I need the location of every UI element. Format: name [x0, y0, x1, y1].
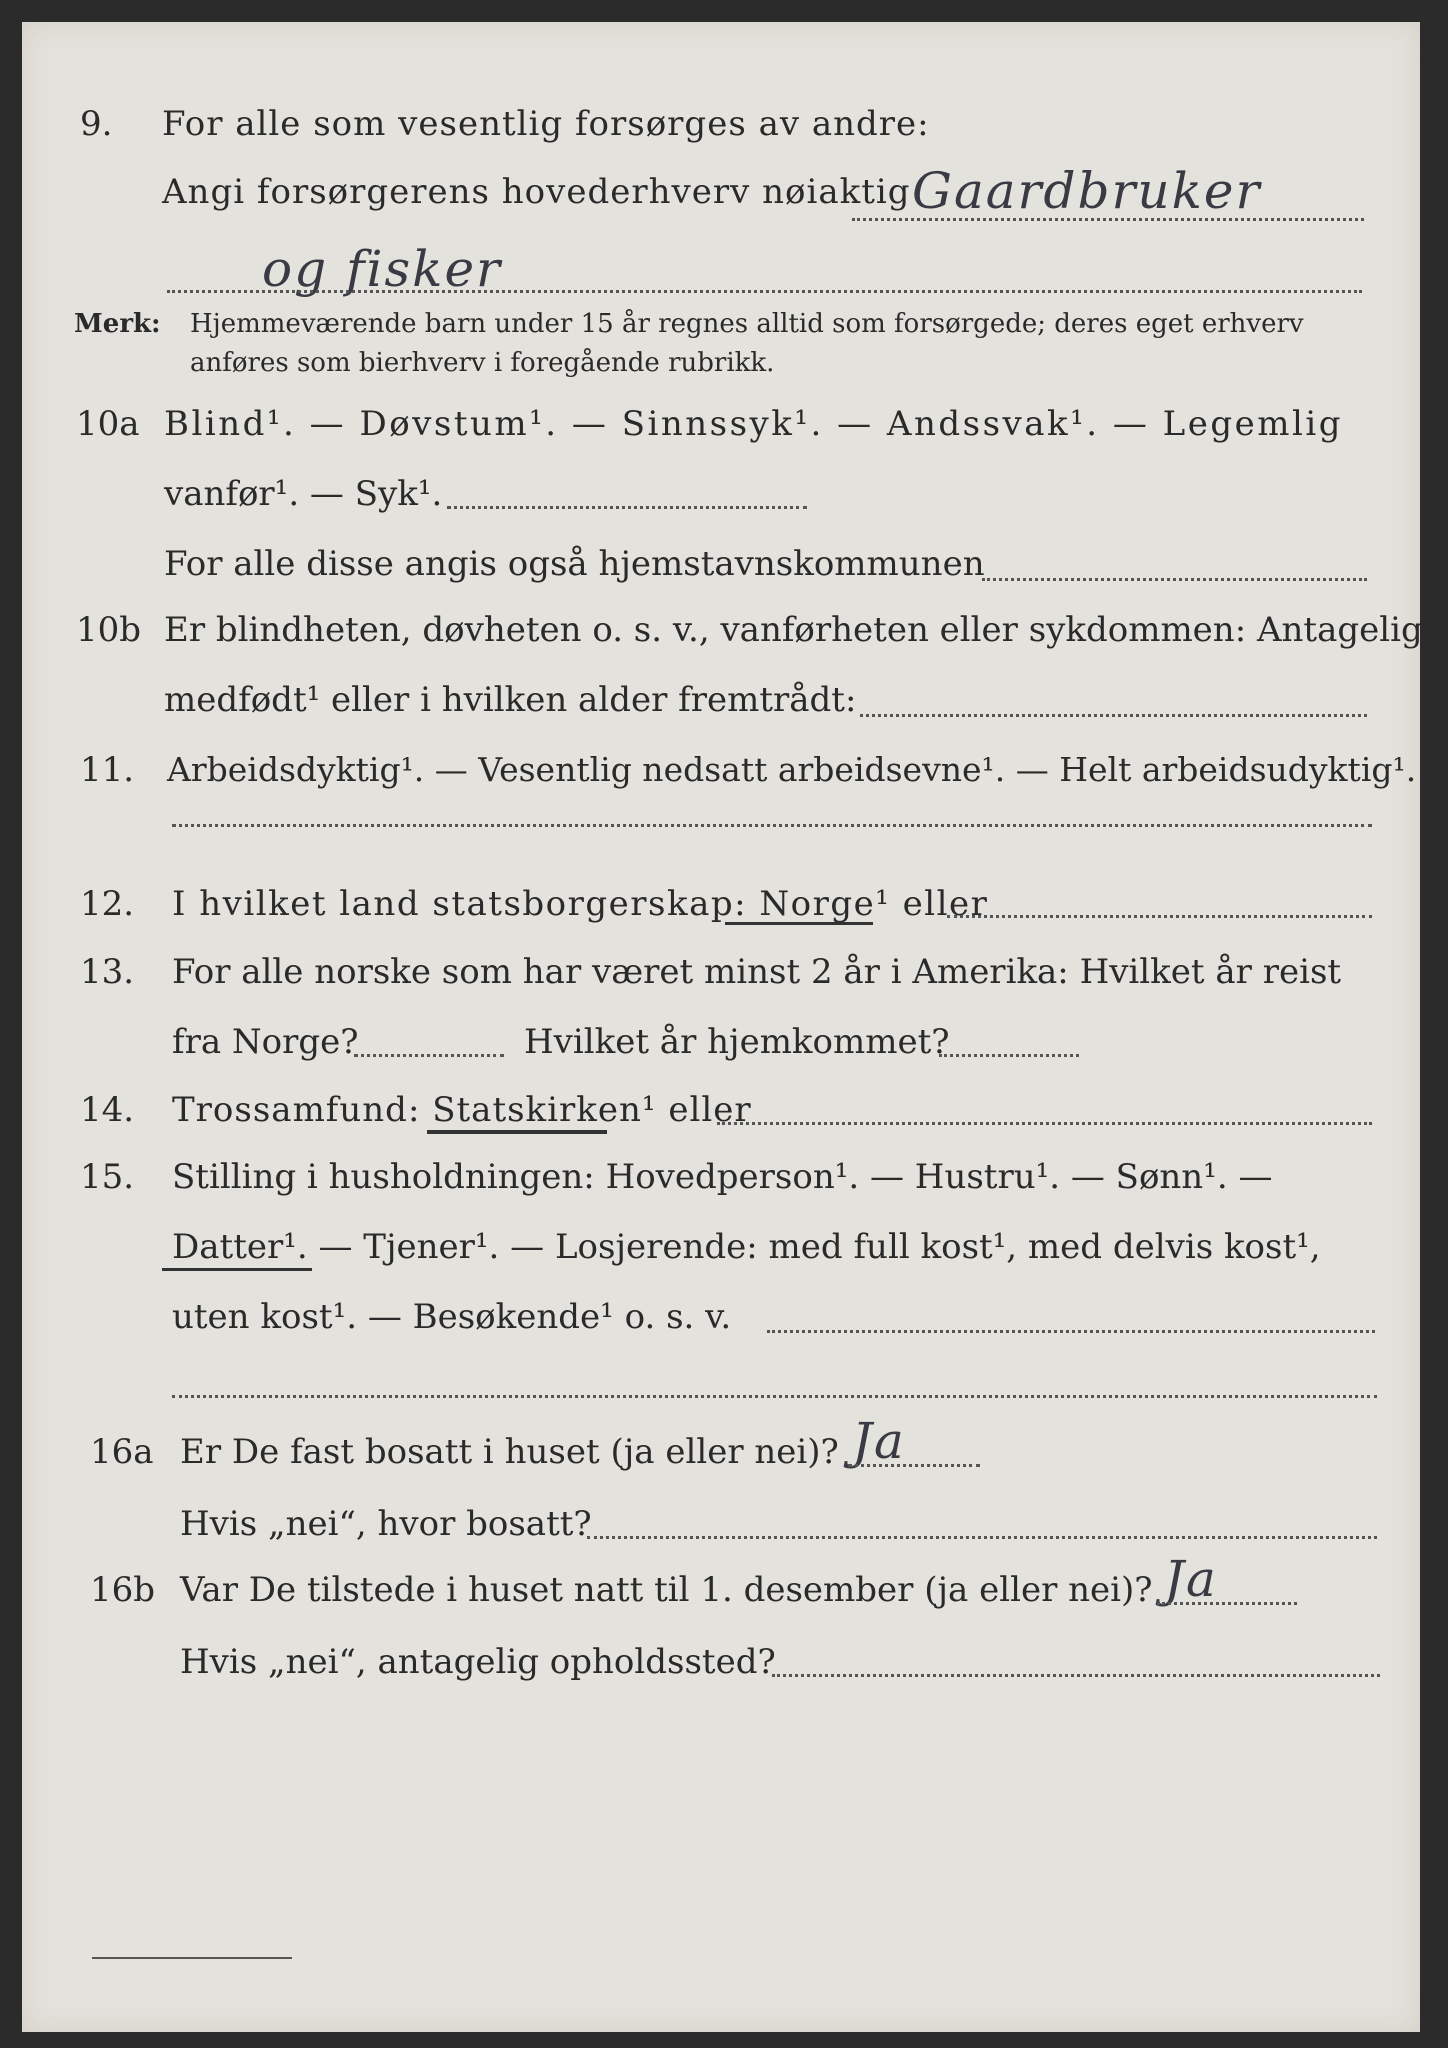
note-text: anføres som bierhverv i foregående rubrikk.: [190, 348, 775, 378]
answer-line: [947, 915, 1372, 918]
answer-line: [772, 1674, 1380, 1677]
question-text: medfødt¹ eller i hvilken alder fremtrådt:: [164, 680, 857, 720]
answer-line: [860, 714, 1367, 717]
answer-line: [852, 218, 1364, 221]
question-number: 11.: [80, 750, 135, 790]
note-label: Merk:: [74, 309, 161, 339]
question-number: 13.: [80, 952, 135, 992]
question-text: vanfør¹. — Syk¹.: [164, 474, 443, 514]
answer-line: [717, 1122, 1372, 1125]
answer-line: [172, 824, 1372, 827]
question-text: fra Norge?: [172, 1022, 359, 1062]
question-text: Er De fast bosatt i huset (ja eller nei)?: [180, 1432, 839, 1472]
answer-line: [587, 1536, 1377, 1539]
question-number: 16a: [90, 1432, 154, 1472]
question-number: 10a: [76, 404, 140, 444]
answer-line: [848, 1464, 980, 1467]
answer-underline: [725, 922, 873, 925]
question-text: Er blindheten, døvheten o. s. v., vanførheten eller sykdommen: Antagelig: [164, 610, 1423, 650]
handwritten-answer-occupation: Gaardbruker: [912, 162, 1262, 220]
answer-line: [939, 1054, 1079, 1057]
question-number: 16b: [90, 1570, 156, 1610]
question-number: 9.: [80, 104, 113, 144]
answer-line: [447, 506, 807, 509]
answer-underline: [427, 1130, 607, 1134]
question-text: Hvis „nei“, antagelig opholdssted?: [180, 1642, 776, 1682]
answer-line: [354, 1054, 504, 1057]
question-text: Hvis „nei“, hvor bosatt?: [180, 1504, 592, 1544]
question-text: For alle som vesentlig forsørges av andre:: [162, 104, 930, 144]
handwritten-answer-present: Ja: [1164, 1550, 1218, 1608]
answer-line: [982, 578, 1367, 581]
census-form-page: [22, 22, 1423, 2032]
answer-underline: [162, 1268, 312, 1271]
answer-line: [172, 1395, 1377, 1398]
question-text: For alle norske som har været minst 2 år i Amerika: Hvilket år reist: [172, 952, 1342, 992]
question-number: 12.: [80, 884, 135, 924]
question-number: 10b: [76, 610, 142, 650]
question-text: I hvilket land statsborgerskap: Norge¹ eller: [172, 884, 989, 924]
question-text: For alle disse angis også hjemstavnskommunen: [164, 544, 985, 584]
question-text: Hvilket år hjemkommet?: [524, 1022, 950, 1062]
question-text: Trossamfund: Statskirken¹ eller: [172, 1090, 752, 1130]
question-text: Angi forsørgerens hovederhverv nøiaktig: [162, 172, 911, 212]
question-text: Datter¹. — Tjener¹. — Losjerende: med full kost¹, med delvis kost¹,: [172, 1227, 1321, 1267]
handwritten-answer-resident: Ja: [852, 1412, 906, 1470]
handwritten-answer-occupation-2: og fisker: [262, 240, 502, 298]
answer-line: [1157, 1602, 1297, 1605]
question-text: Stilling i husholdningen: Hovedperson¹. — Hustru¹. — Sønn¹. —: [172, 1157, 1273, 1197]
note-text: Hjemmeværende barn under 15 år regnes alltid som forsørgede; deres eget erhverv: [190, 309, 1304, 339]
question-number: 14.: [80, 1090, 135, 1130]
question-text: uten kost¹. — Besøkende¹ o. s. v.: [172, 1297, 732, 1337]
answer-line: [767, 1330, 1375, 1333]
question-text: Blind¹. — Døvstum¹. — Sinnssyk¹. — Andssvak¹. — Legemlig: [164, 404, 1343, 444]
question-text: Arbeidsdyktig¹. — Vesentlig nedsatt arbeidsevne¹. — Helt arbeidsudyktig¹.: [167, 750, 1417, 789]
question-text: Var De tilstede i huset natt til 1. desember (ja eller nei)?: [180, 1570, 1153, 1610]
footnote-rule: [92, 1957, 292, 1959]
answer-line: [167, 290, 1362, 293]
question-number: 15.: [80, 1157, 135, 1197]
